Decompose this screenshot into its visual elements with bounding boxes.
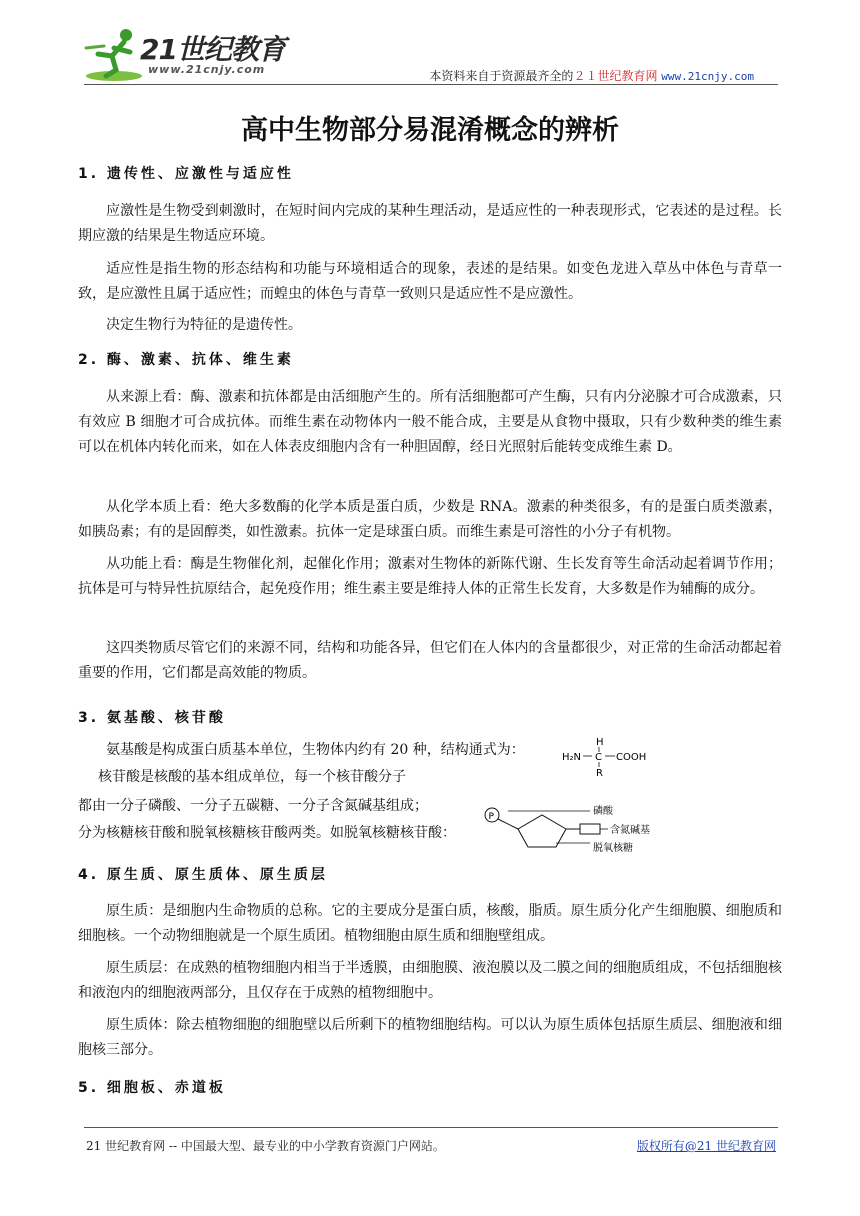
footer-rule xyxy=(84,1127,778,1128)
section-heading-4: 4. 原生质、原生质体、原生质层 xyxy=(78,867,328,883)
amino-acid-formula xyxy=(562,733,662,783)
section-3-line-1: 氨基酸是构成蛋白质基本单位，生物体内约有 20 种，结构通式为： xyxy=(106,742,525,758)
section-4-paragraph-3: 原生质体：除去植物细胞的细胞壁以后所剩下的植物细胞结构。可以认为原生质体包括原生质层、细胞液和细胞核三部分。 xyxy=(78,1017,782,1058)
formula-right: COOH xyxy=(616,752,647,763)
section-heading-2: 2. 酶、激素、抗体、维生素 xyxy=(78,352,294,368)
section-3-line-2: 核苷酸是核酸的基本组成单位，每一个核苷酸分子 xyxy=(98,769,406,785)
header-note-url[interactable]: www.21cnjy.com xyxy=(661,70,754,83)
section-4-paragraph-1: 原生质：是细胞内生命物质的总称。它的主要成分是蛋白质，核酸，脂质。原生质分化产生细胞膜、细胞质和细胞核。一个动物细胞就是一个原生质团。植物细胞由原生质和细胞壁组成。 xyxy=(78,903,782,944)
section-3-line-4: 分为核糖核苷酸和脱氧核糖核苷酸两类。如脱氧核糖核苷酸： xyxy=(78,825,456,841)
section-2-paragraph-3: 从功能上看：酶是生物催化剂，起催化作用；激素对生物体的新陈代谢、生长发育等生命活动起着调节作用；抗体是可与特异性抗原结合，起免疫作用；维生素主要是维持人体的正常生长发育，大多数是作为辅酶的成分。 xyxy=(78,556,782,597)
header-note xyxy=(429,67,754,84)
section-heading-1: 1. 遗传性、应激性与适应性 xyxy=(78,166,294,182)
formula-center: C xyxy=(595,752,602,763)
nucleotide-diagram xyxy=(480,803,680,853)
logo-url: www.21cnjy.com xyxy=(148,63,266,76)
section-3-line-3: 都由一分子磷酸、一分子五碳糖、一分子含氮碱基组成； xyxy=(78,798,428,814)
section-heading-3: 3. 氨基酸、核苷酸 xyxy=(78,710,226,726)
header-rule xyxy=(84,84,778,85)
label-deoxyribose: 脱氧核糖 xyxy=(593,843,633,853)
formula-left: H₂N xyxy=(562,752,582,763)
phosphate-symbol: P xyxy=(488,812,494,822)
label-nitrogenous-base: 含氮碱基 xyxy=(610,825,650,836)
footer-copyright-link[interactable]: 版权所有@21 世纪教育网 xyxy=(636,1139,776,1153)
footer-left-text: 21 世纪教育网 -- 中国最大型、最专业的中小学教育资源门户网站。 xyxy=(86,1139,445,1153)
section-1-paragraph-2: 适应性是指生物的形态结构和功能与环境相适合的现象，表述的是结果。如变色龙进入草丛中体色与青草一致，是应激性且属于适应性；而蝗虫的体色与青草一致则只是适应性不是应激性。 xyxy=(78,261,782,302)
section-1-paragraph-3: 决定生物行为特征的是遗传性。 xyxy=(106,317,302,333)
header-note-prefix: 本资料来自于资源最齐全的 xyxy=(429,69,574,83)
formula-h-top: H xyxy=(596,737,604,748)
section-2-paragraph-2: 从化学本质上看：绝大多数酶的化学本质是蛋白质，少数是 RNA。激素的种类很多，有的是蛋白质类激素，如胰岛素；有的是固醇类，如性激素。抗体一定是球蛋白质。而维生素是可溶性的小分子有机物。 xyxy=(78,499,782,540)
section-2-paragraph-1: 从来源上看：酶、激素和抗体都是由活细胞产生的。所有活细胞都可产生酶，只有内分泌腺才可合成激素，只有效应 B 细胞才可合成抗体。而维生素在动物体内一般不能合成，主要是从食物中摄取，只有少数种类的维生素可以在机体内转化而来，如在人体表皮细胞内含有一种胆固醇，经日光照射后能转变成维生素 D。 xyxy=(78,389,782,455)
section-heading-5: 5. 细胞板、赤道板 xyxy=(78,1080,226,1096)
logo-text: 21世纪教育 xyxy=(140,33,285,66)
label-phosphate: 磷酸 xyxy=(593,806,613,817)
section-1-paragraph-1: 应激性是生物受到刺激时，在短时间内完成的某种生理活动，是适应性的一种表现形式，它表述的是过程。长期应激的结果是生物适应环境。 xyxy=(78,203,782,244)
section-2-paragraph-4: 这四类物质尽管它们的来源不同，结构和功能各异，但它们在人体内的含量都很少，对正常的生命活动都起着重要的作用，它们都是高效能的物质。 xyxy=(78,640,782,681)
runner-logo-icon xyxy=(84,26,144,82)
formula-r-bottom: R xyxy=(596,768,603,779)
header-note-site[interactable]: ２１世纪教育网 xyxy=(573,69,658,83)
page-title: 高中生物部分易混淆概念的辨析 xyxy=(241,115,619,146)
section-4-paragraph-2: 原生质层：在成熟的植物细胞内相当于半透膜，由细胞膜、液泡膜以及二膜之间的细胞质组成，不包括细胞核和液泡内的细胞液两部分，且仅存在于成熟的植物细胞中。 xyxy=(78,960,782,1001)
